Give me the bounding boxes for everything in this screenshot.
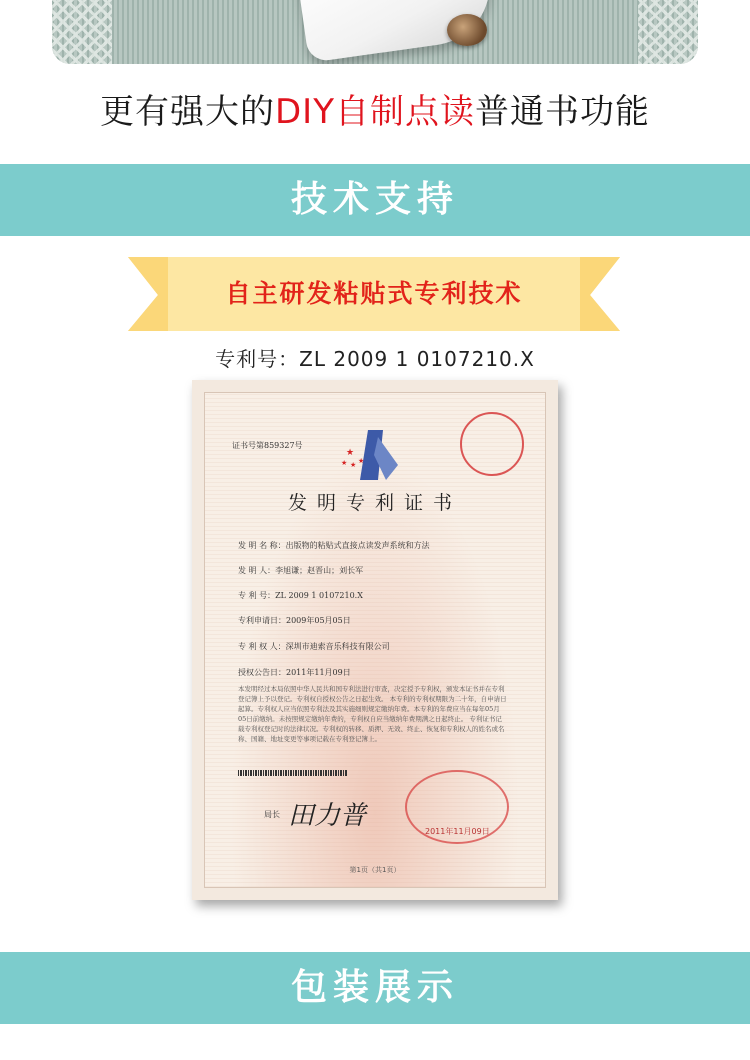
cert-row-filing-date: 专利申请日：2009年05月05日 xyxy=(238,616,351,625)
headline-prefix: 更有强大的 xyxy=(100,92,275,132)
patent-office-logo xyxy=(338,425,418,485)
cert-row-invention-name: 发 明 名 称：出版物的粘贴式直接点读发声系统和方法 xyxy=(238,541,430,550)
feature-headline xyxy=(0,84,750,133)
svg-text:★: ★ xyxy=(350,461,357,469)
section-band-tech: 技术支持 xyxy=(0,164,750,236)
section-band-package: 包装展示 xyxy=(0,952,750,1024)
certificate-number: 证书号第859327号 xyxy=(232,441,303,450)
ribbon-banner xyxy=(128,255,620,333)
reading-pen-tip xyxy=(447,14,487,46)
cert-row-grant-date: 授权公告日：2011年11月09日 xyxy=(238,668,351,677)
certificate-title: 发明专利证书 xyxy=(287,492,462,514)
signature-label: 局长 xyxy=(264,810,280,819)
patent-number: 专利号：ZL 2009 1 0107210.X xyxy=(215,347,535,371)
certificate-page-number: 第1页（共1页） xyxy=(349,866,401,874)
svg-text:★: ★ xyxy=(341,459,348,467)
certificate-barcode xyxy=(238,770,348,776)
director-signature: 田力普 xyxy=(288,801,367,831)
cert-row-inventor: 发 明 人：李旭谦；赵晋山；刘长军 xyxy=(238,566,364,575)
headline-suffix: 普通书功能 xyxy=(474,92,650,132)
cert-row-patent-no: 专 利 号：ZL 2009 1 0107210.X xyxy=(238,591,363,600)
cert-body-text: 本发明经过本局依照中华人民共和国专利法进行审查，决定授予专利权，颁发本证书并在专利登记簿上予以登记。专利权自授权公告之日起生效。 本专利的专利权期限为二十年，自申请日起算。专利权人应当依照专利法及其实施细则规定缴纳年费。本专利的年费应当在每年05月05日前缴纳。未按照规定缴纳年费的，专利权自应当缴纳年费期满之日起终止。 专利证书记载专利权登记时的法律状况。专利权的转移、质押、无效、终止、恢复和专利权人的姓名或名称、国籍、地址变更等事项记载在专利登记簿上。 xyxy=(238,685,507,743)
fabric-pattern-left xyxy=(52,0,112,64)
ribbon-label: 自主研发粘贴式专利技术 xyxy=(225,279,523,308)
product-photo xyxy=(52,0,698,64)
cert-row-patentee: 专 利 权 人：深圳市迪索音乐科技有限公司 xyxy=(238,642,390,651)
svg-text:★: ★ xyxy=(358,457,365,465)
headline-highlight: DIY自制点读 xyxy=(275,92,475,132)
fabric-pattern-right xyxy=(638,0,698,64)
svg-text:★: ★ xyxy=(346,448,355,458)
stamp-date: 2011年11月09日 xyxy=(425,827,490,836)
agency-seal xyxy=(460,412,524,476)
